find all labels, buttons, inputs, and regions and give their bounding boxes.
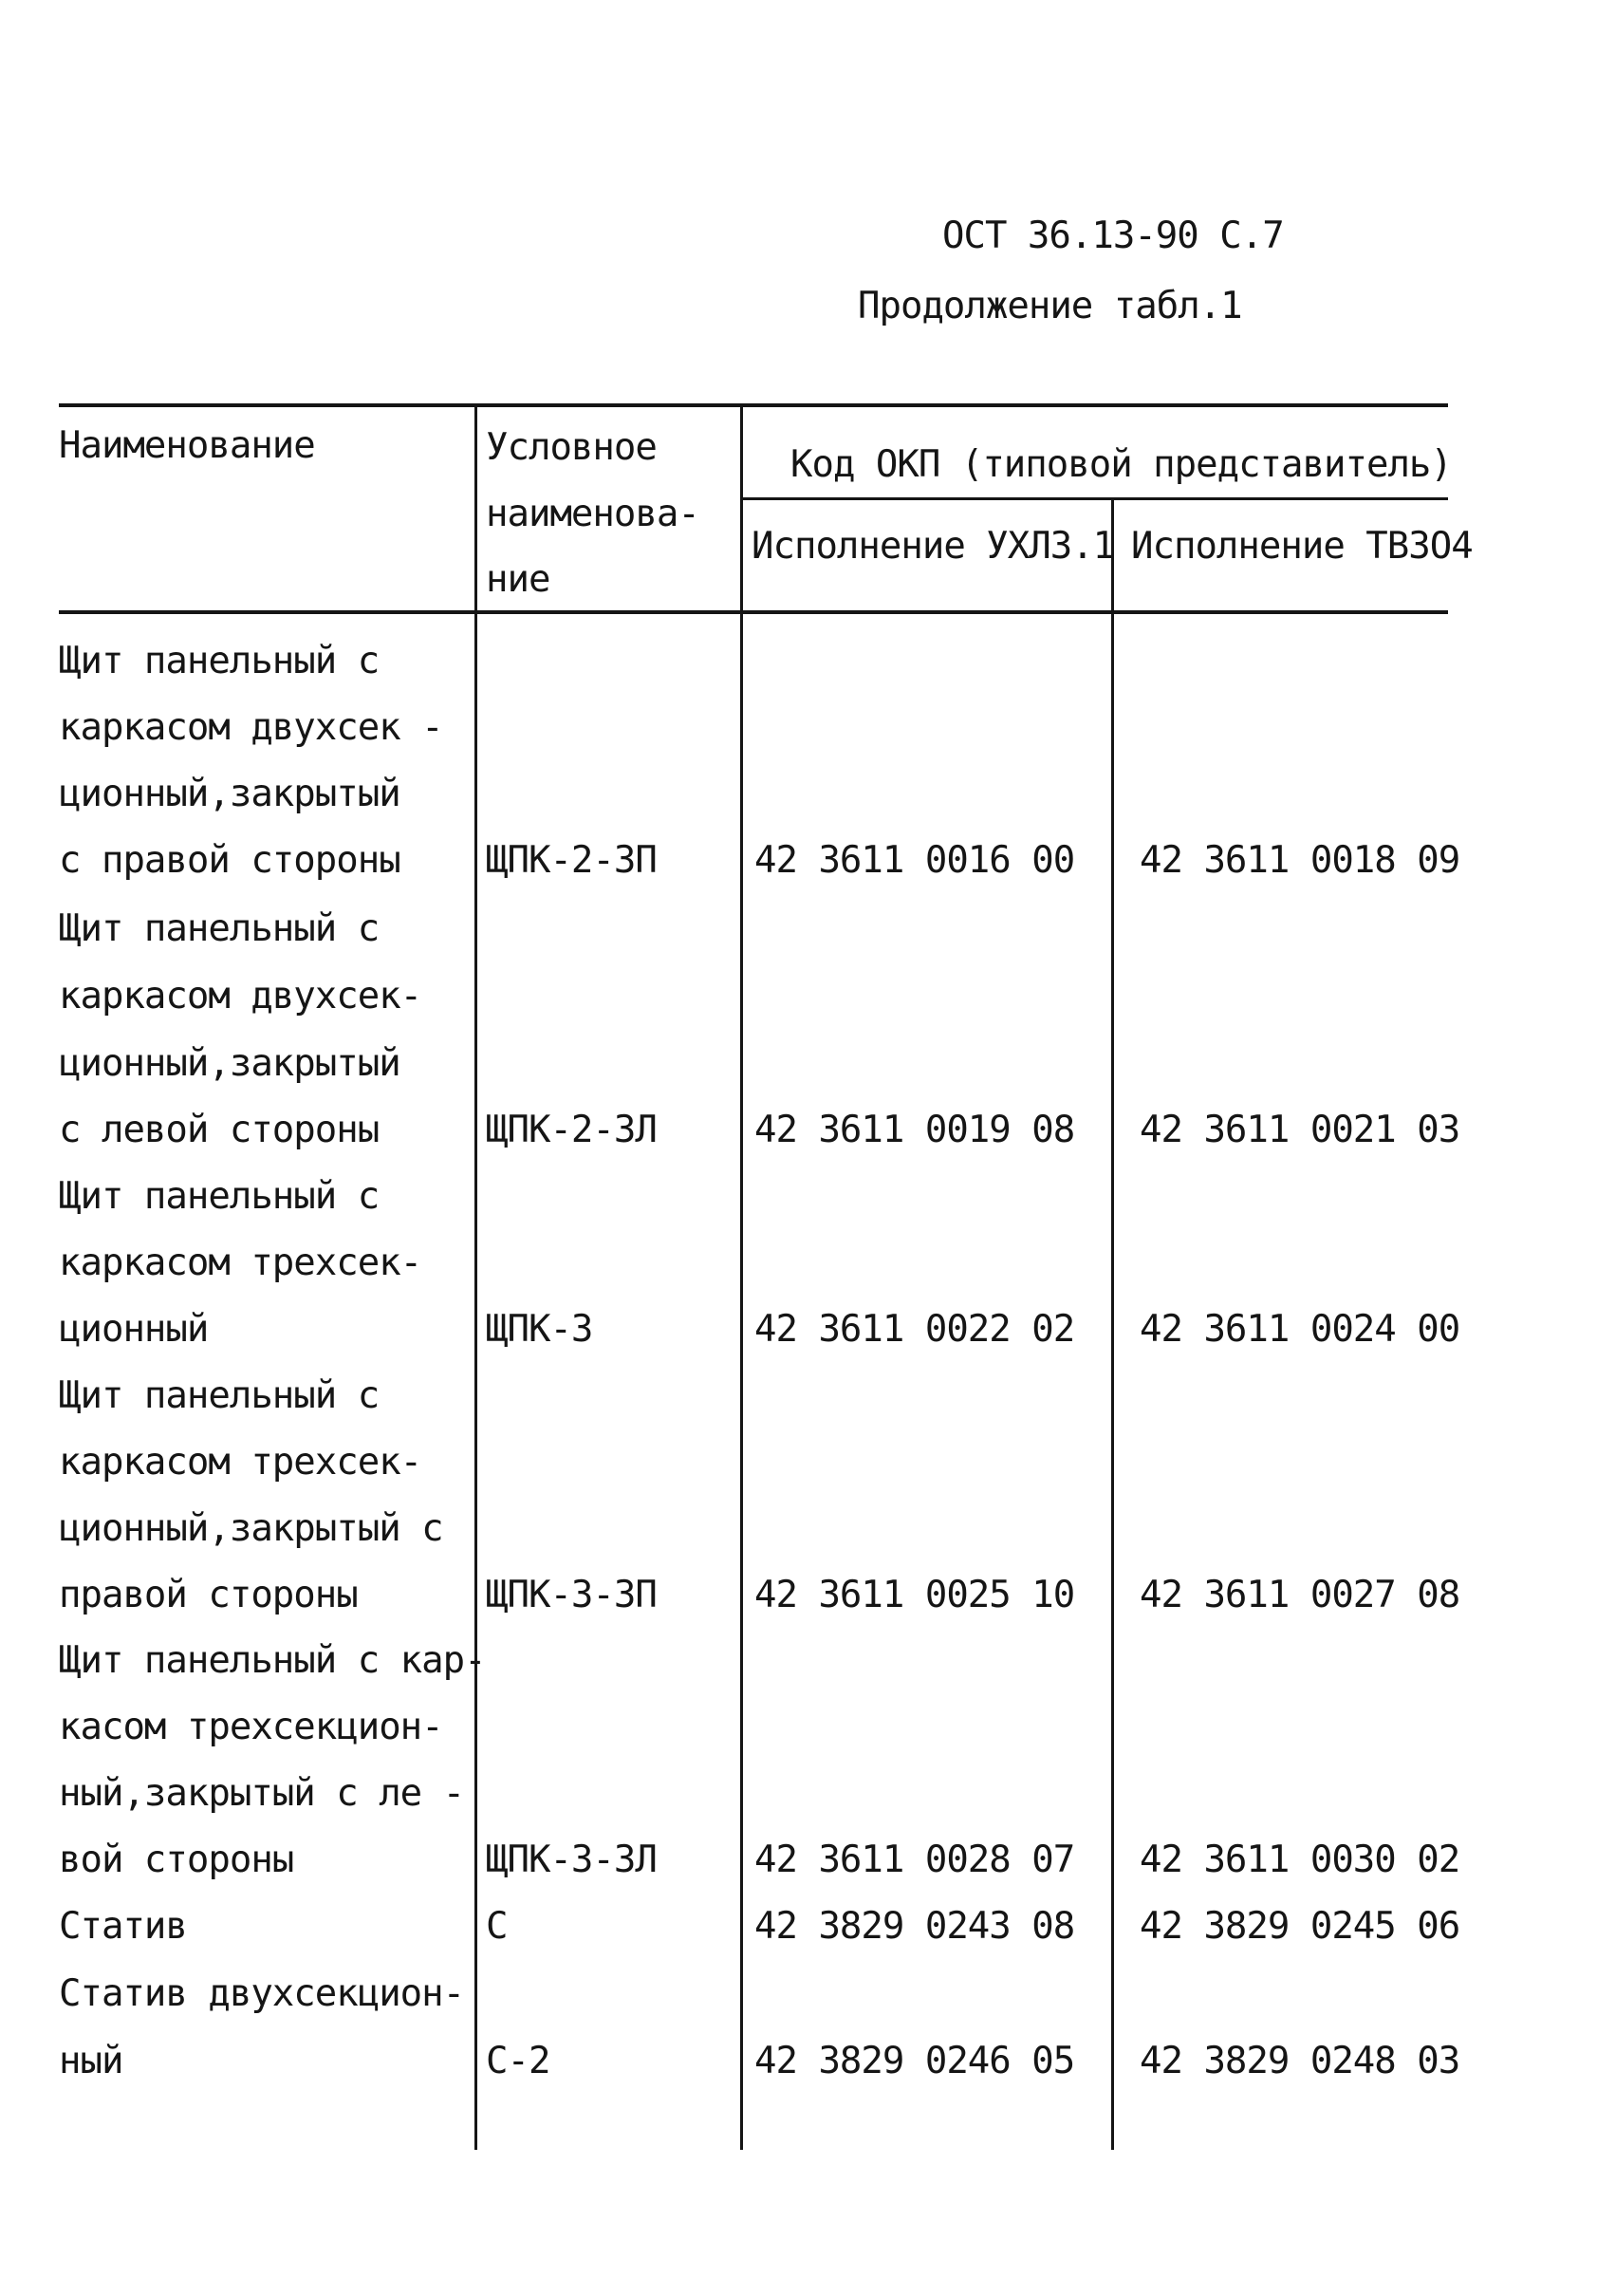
table-continuation-caption: Продолжение табл.1 [858, 285, 1242, 327]
row-name-line: Щит панельный с [59, 907, 380, 950]
table-top-rule [59, 403, 1448, 407]
row-name-line: каркасом двухсек - [59, 706, 443, 749]
row-code-ukhl: 42 3611 0022 02 [754, 1308, 1075, 1351]
header-ukhl: Исполнение УХЛ3.1 [752, 525, 1115, 568]
row-name-line: ционный [59, 1308, 209, 1351]
row-name-line: Статив [59, 1905, 187, 1948]
row-name-line: ционный,закрытый с [59, 1507, 443, 1550]
column-divider-3 [1111, 498, 1114, 2150]
row-name-line: вой стороны [59, 1839, 294, 1881]
row-name-line: ный [59, 2040, 123, 2082]
row-code-ukhl: 42 3829 0243 08 [754, 1905, 1075, 1948]
row-short-name: ЩПК-2-3Л [486, 1109, 657, 1151]
header-okp-code: Код ОКП (типовой представитель) [790, 443, 1452, 486]
row-code-tv: 42 3611 0024 00 [1140, 1308, 1460, 1351]
row-short-name: ЩПК-3-3П [486, 1574, 657, 1616]
row-code-ukhl: 42 3829 0246 05 [754, 2040, 1075, 2082]
row-code-tv: 42 3611 0030 02 [1140, 1839, 1460, 1881]
row-name-line: Щит панельный с кар- [59, 1639, 486, 1682]
header-name: Наименование [59, 424, 315, 467]
row-name-line: касом трехсекцион- [59, 1706, 443, 1748]
row-code-tv: 42 3829 0248 03 [1140, 2040, 1460, 2082]
row-short-name: С-2 [486, 2040, 550, 2082]
row-short-name: ЩПК-2-3П [486, 839, 657, 882]
document-code: ОСТ 36.13-90 С.7 [942, 215, 1284, 257]
row-name-line: ционный,закрытый [59, 773, 400, 815]
row-code-tv: 42 3611 0021 03 [1140, 1109, 1460, 1151]
row-code-ukhl: 42 3611 0025 10 [754, 1574, 1075, 1616]
row-short-name: ЩПК-3 [486, 1308, 593, 1351]
row-name-line: правой стороны [59, 1574, 358, 1616]
column-divider-1 [474, 403, 477, 2150]
row-name-line: Щит панельный с [59, 640, 380, 682]
row-name-line: каркасом двухсек- [59, 975, 422, 1017]
column-divider-2 [740, 403, 743, 2150]
row-short-name: ЩПК-3-3Л [486, 1839, 657, 1881]
row-code-tv: 42 3829 0245 06 [1140, 1905, 1460, 1948]
row-code-ukhl: 42 3611 0016 00 [754, 839, 1075, 882]
row-code-tv: 42 3611 0018 09 [1140, 839, 1460, 882]
header-short-line-3: ние [486, 558, 550, 601]
row-name-line: Статив двухсекцион- [59, 1972, 465, 2015]
subheader-rule [743, 497, 1448, 500]
row-name-line: ционный,закрытый [59, 1042, 400, 1085]
header-tv: Исполнение ТВ3О4 [1131, 525, 1473, 568]
row-code-ukhl: 42 3611 0028 07 [754, 1839, 1075, 1881]
row-name-line: с левой стороны [59, 1109, 380, 1151]
row-name-line: каркасом трехсек- [59, 1441, 422, 1484]
row-name-line: Щит панельный с [59, 1374, 380, 1417]
row-name-line: с правой стороны [59, 839, 400, 882]
row-name-line: Щит панельный с [59, 1175, 380, 1218]
row-short-name: С [486, 1905, 508, 1948]
header-short-line-2: наименова- [486, 493, 699, 535]
row-name-line: каркасом трехсек- [59, 1241, 422, 1284]
header-short-line-1: Условное [486, 426, 657, 469]
row-code-ukhl: 42 3611 0019 08 [754, 1109, 1075, 1151]
row-code-tv: 42 3611 0027 08 [1140, 1574, 1460, 1616]
row-name-line: ный,закрытый с ле - [59, 1772, 465, 1815]
header-bottom-rule [59, 610, 1448, 614]
